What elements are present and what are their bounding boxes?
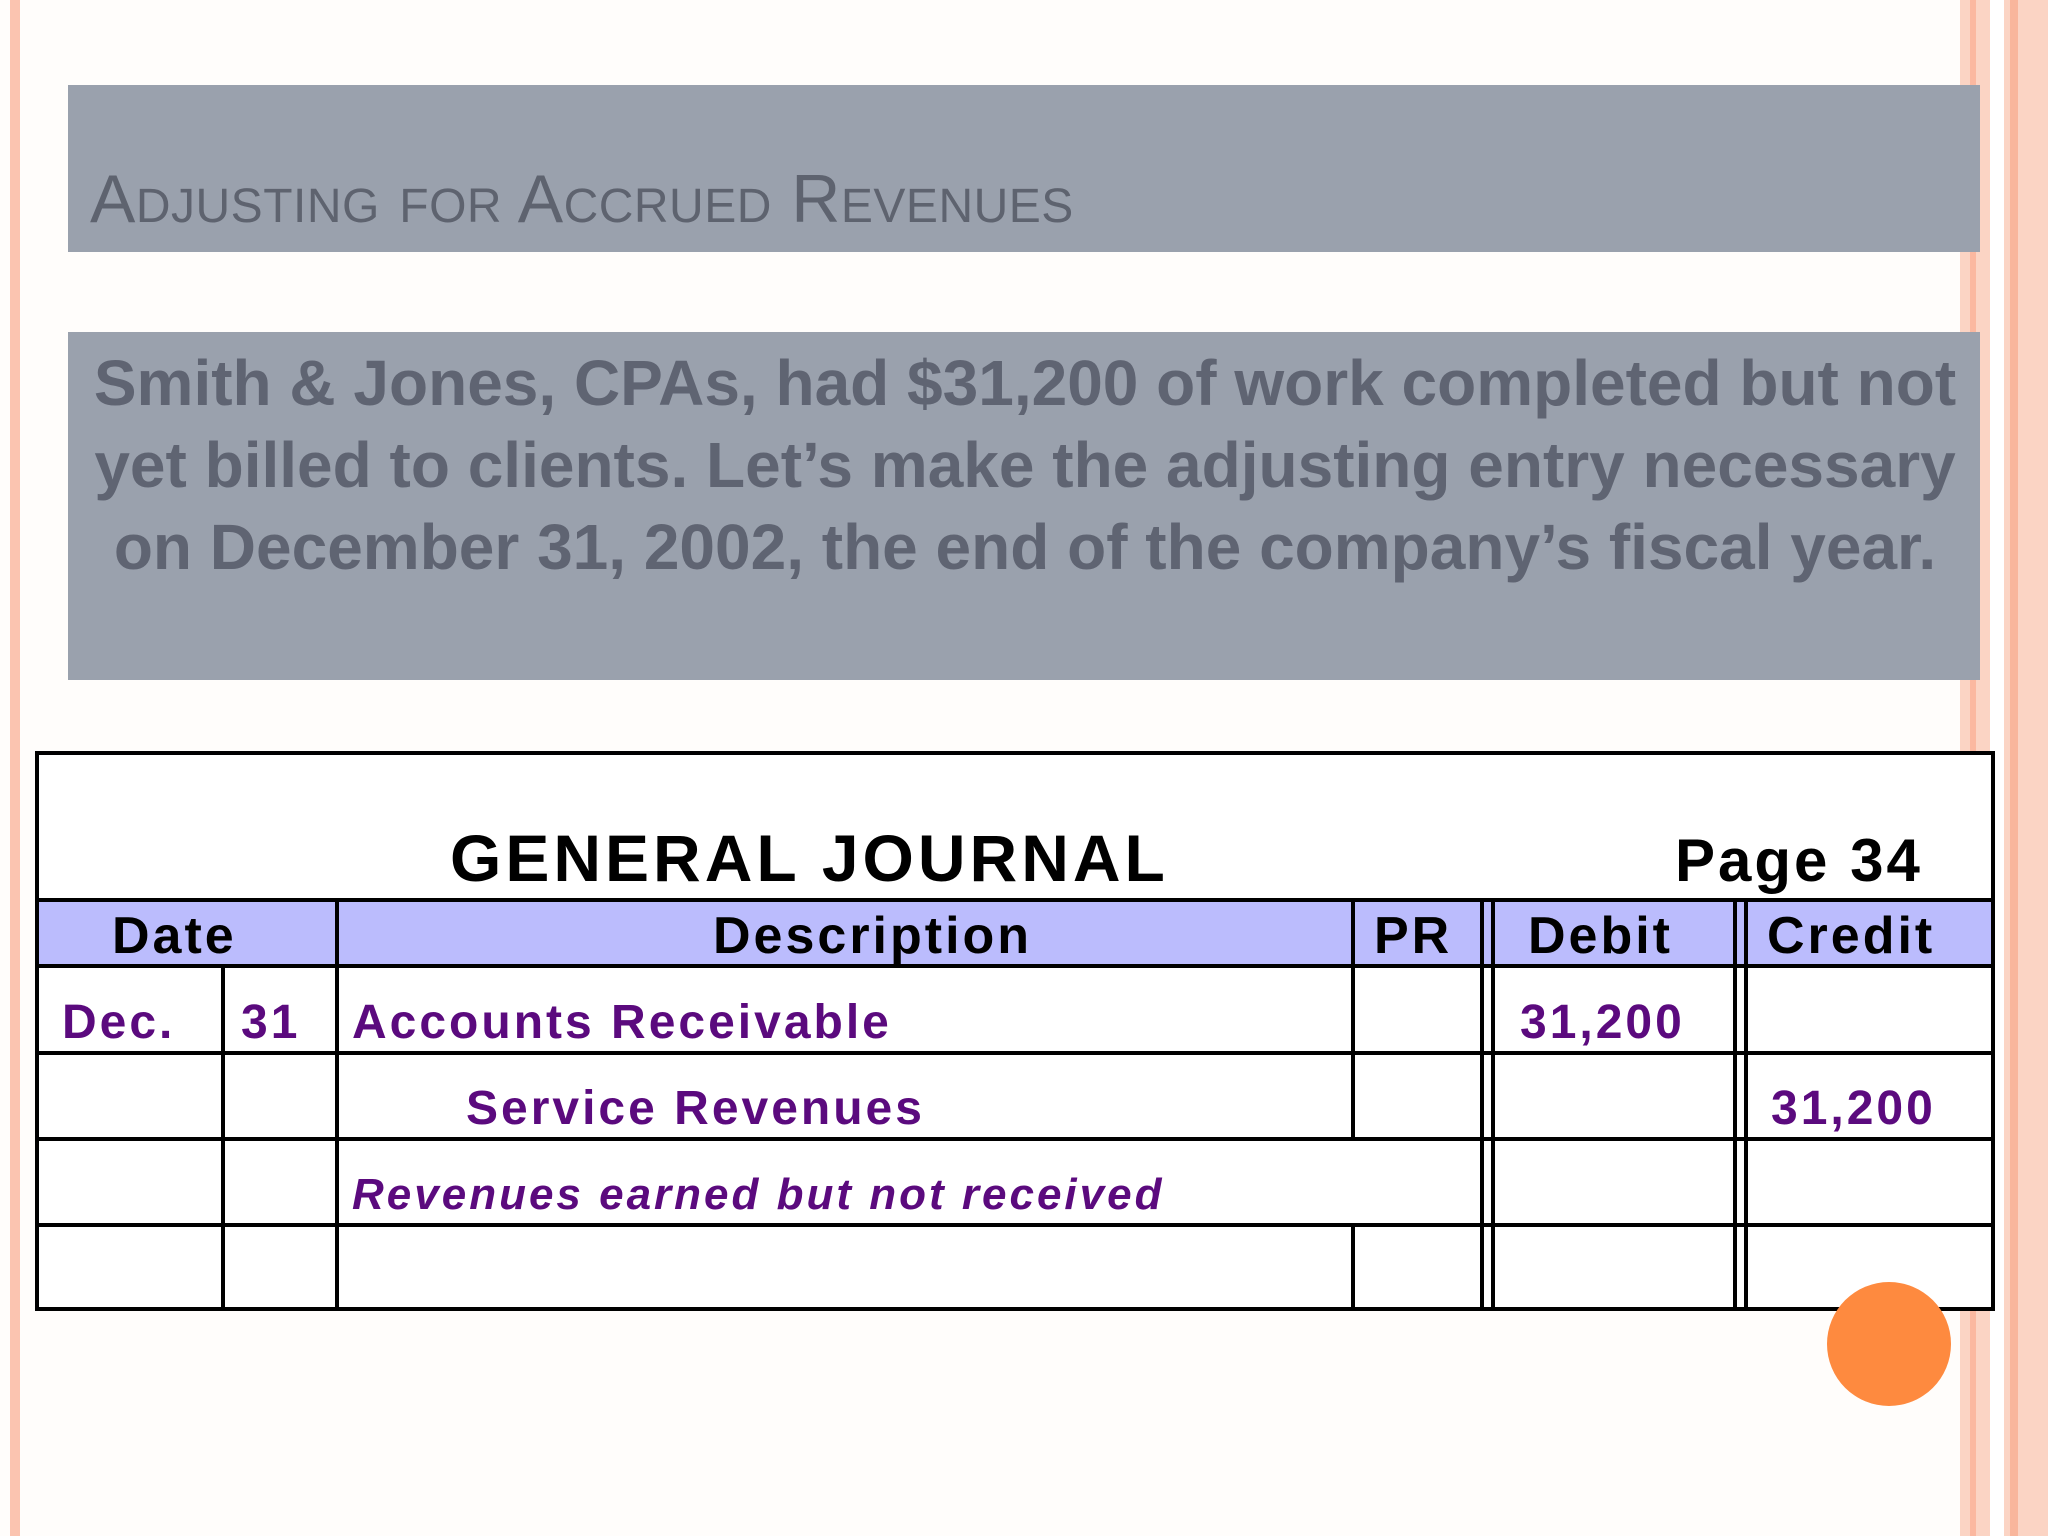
- entry-explanation: Revenues earned but not received: [352, 1170, 1165, 1219]
- slide-title: Adjusting for Accrued Revenues: [90, 161, 1074, 237]
- rule-desc-pr-lower: [1351, 1223, 1355, 1307]
- rule-pr-debit-double: [1491, 898, 1495, 1307]
- accent-dot: [1827, 1282, 1951, 1406]
- problem-text: Smith & Jones, CPAs, had $31,200 of work completed but not yet billed to clients. Let’s make the adjusting entry necessary on December 31, 2002, the end of the company’s fiscal year.: [93, 347, 1957, 583]
- rule-row-1: [35, 1051, 1995, 1055]
- entry-day: 31: [241, 996, 301, 1049]
- right-border-line: [2010, 0, 2018, 1536]
- journal-title: GENERAL JOURNAL: [450, 821, 1169, 895]
- header-debit: Debit: [1528, 907, 1673, 965]
- entry-debit: 31,200: [1520, 996, 1685, 1049]
- header-description: Description: [713, 907, 1033, 965]
- entry-description: Accounts Receivable: [352, 996, 892, 1049]
- rule-row-2: [35, 1137, 1995, 1141]
- entry-month: Dec.: [62, 996, 176, 1049]
- rule-date-desc: [335, 898, 339, 1307]
- rule-desc-pr: [1351, 898, 1355, 1137]
- header-pr: PR: [1374, 907, 1453, 965]
- header-date: Date: [112, 907, 237, 965]
- rule-header-top: [35, 898, 1995, 902]
- rule-debit-credit: [1733, 898, 1737, 1307]
- left-border-stripe: [10, 0, 20, 1536]
- rule-row-3: [35, 1223, 1995, 1227]
- journal-page-number: Page 34: [1675, 827, 1923, 894]
- entry-description: Service Revenues: [466, 1082, 925, 1135]
- entry-credit: 31,200: [1771, 1082, 1936, 1135]
- rule-pr-debit: [1480, 898, 1484, 1307]
- header-credit: Credit: [1767, 907, 1936, 965]
- rule-date-split: [221, 964, 225, 1307]
- rule-debit-credit-double: [1744, 898, 1748, 1307]
